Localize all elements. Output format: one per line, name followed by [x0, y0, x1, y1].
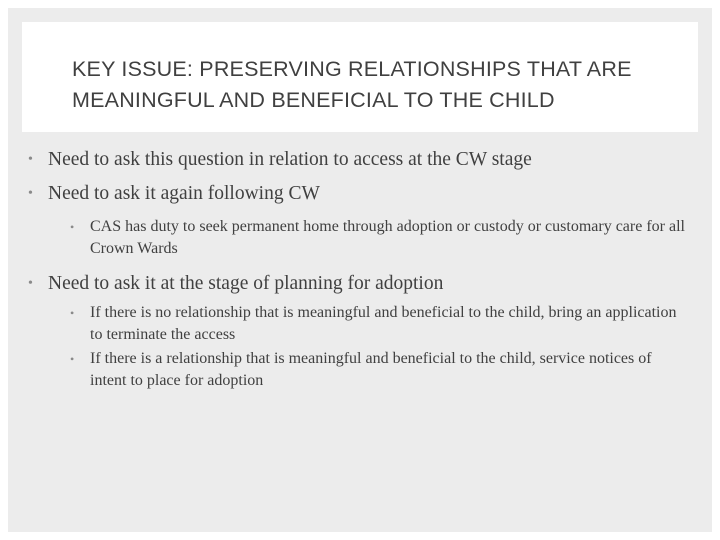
bullet-text: Need to ask it at the stage of planning for adoption — [48, 273, 444, 294]
slide — [8, 8, 712, 532]
sub-bullet-text: If there is no relationship that is meaningful and beneficial to the child, bring an application to terminate the access — [90, 304, 677, 343]
sub-bullet-item — [68, 216, 686, 260]
sub-bullet-item — [68, 302, 686, 346]
slide-title-line-1: KEY ISSUE: PRESERVING RELATIONSHIPS THAT ARE — [72, 57, 632, 81]
bullet-icon: • — [28, 186, 33, 201]
sub-bullet-text: CAS has duty to seek permanent home through adoption or custody or customary care for all Crown Wards — [90, 218, 685, 257]
sub-bullet-text: If there is a relationship that is meaningful and beneficial to the child, service notices of intent to place for adoption — [90, 350, 652, 389]
sub-bullet-icon: • — [70, 220, 75, 234]
bullet-icon: • — [28, 152, 33, 167]
title-box — [22, 22, 698, 132]
bullet-text: Need to ask it again following CW — [48, 183, 320, 204]
sub-bullet-icon: • — [70, 352, 75, 366]
sub-bullet-list — [26, 216, 686, 260]
bullet-list — [26, 272, 686, 296]
sub-bullet-item — [68, 348, 686, 392]
bullet-item — [26, 148, 686, 172]
sub-bullet-list — [26, 302, 686, 392]
bullet-text: Need to ask this question in relation to access at the CW stage — [48, 149, 532, 170]
bullet-item — [26, 272, 686, 296]
bullet-list — [26, 148, 686, 206]
slide-title-line-2: MEANINGFUL AND BENEFICIAL TO THE CHILD — [72, 88, 555, 112]
bullet-icon: • — [28, 276, 33, 291]
content-area — [26, 148, 686, 396]
sub-bullet-icon: • — [70, 306, 75, 320]
bullet-item — [26, 182, 686, 206]
